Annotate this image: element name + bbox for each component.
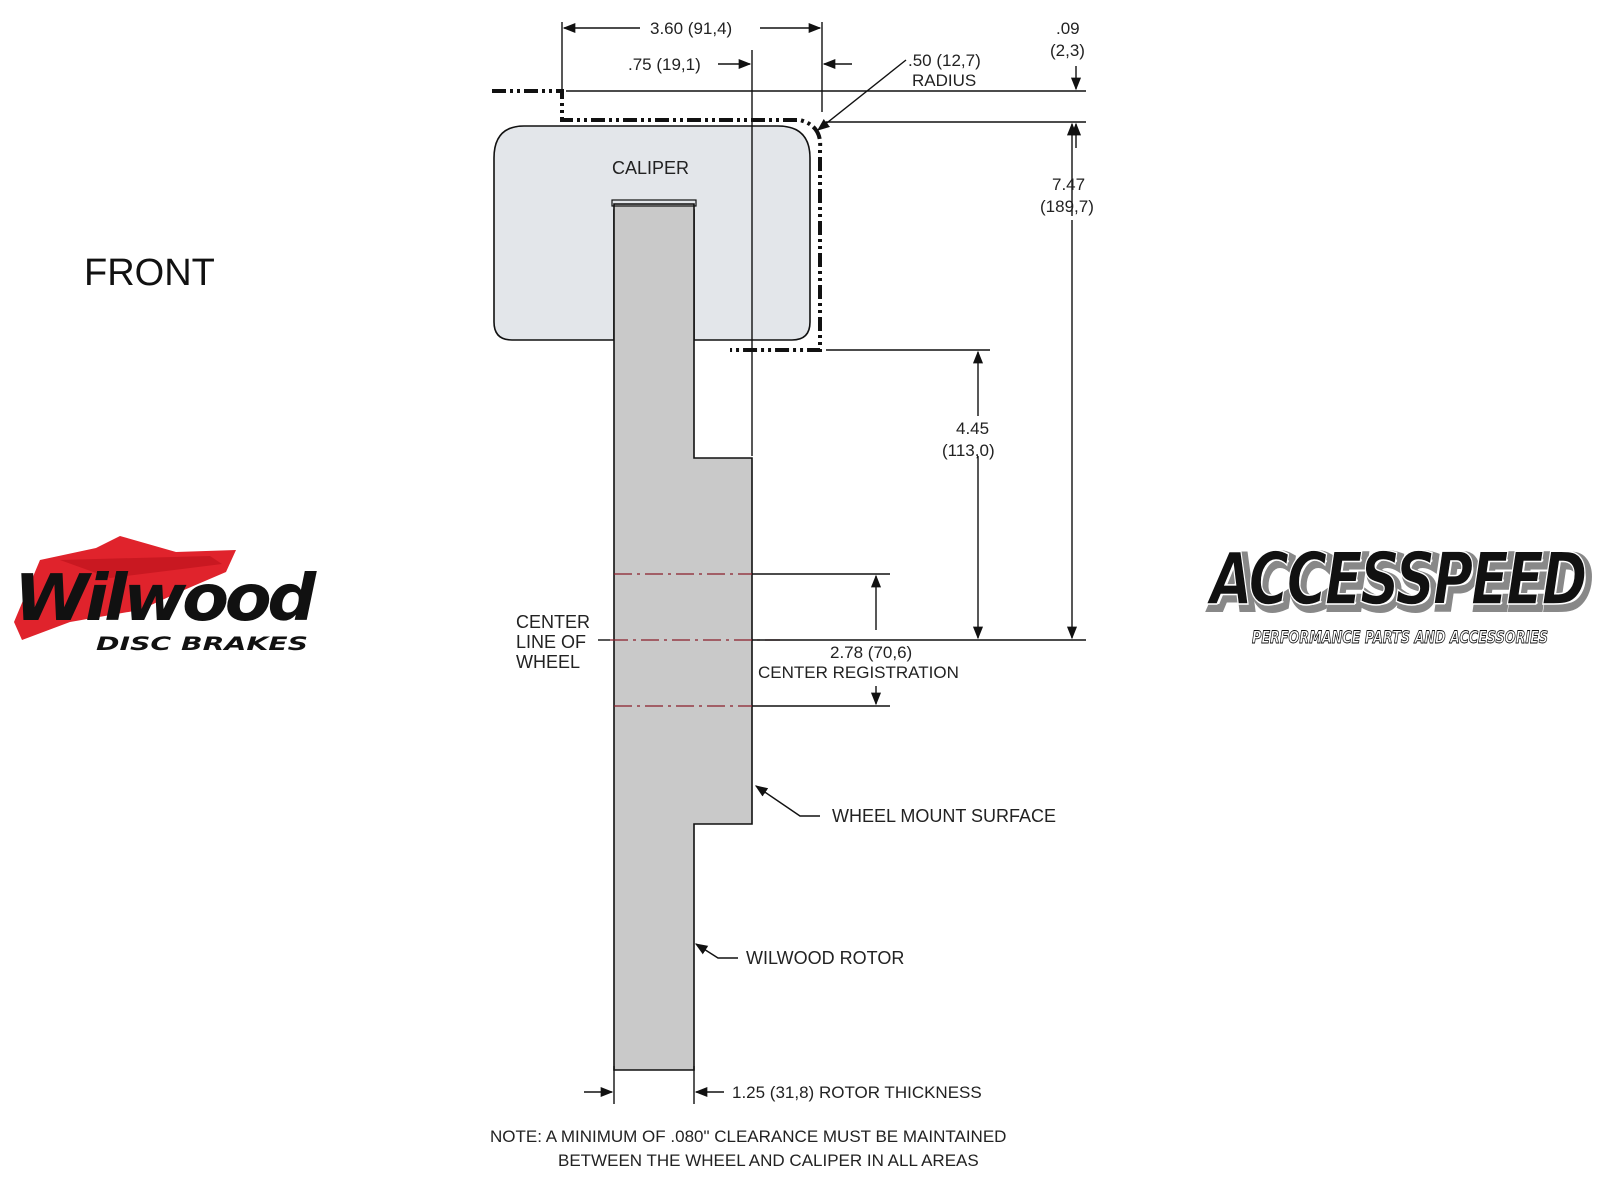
dimension-top-clearance-metric: (2,3) xyxy=(1050,41,1085,60)
dimension-rotor-thickness-label: 1.25 (31,8) ROTOR THICKNESS xyxy=(732,1083,982,1102)
wheel-mount-surface-callout xyxy=(756,786,1056,826)
wilwood-logo-subtitle: DISC BRAKES xyxy=(96,633,308,655)
dimension-height-to-caliper xyxy=(752,350,1086,640)
accesspeed-logo-wordmark: ACCESSPEED xyxy=(1206,537,1586,621)
dimension-overall-height-value: 7.47 xyxy=(1052,175,1086,194)
center-line-label-line-2: LINE OF xyxy=(516,632,587,652)
wheel-mount-surface-label: WHEEL MOUNT SURFACE xyxy=(832,806,1057,826)
wilwood-logo-wordmark: Wilwood xyxy=(14,562,318,636)
dimension-height-to-caliper-metric: (113,0) xyxy=(942,441,995,460)
accesspeed-logo xyxy=(1206,537,1589,648)
wilwood-logo xyxy=(14,536,318,655)
dimension-rotor-thickness xyxy=(584,1066,982,1104)
clearance-note-line-2: BETWEEN THE WHEEL AND CALIPER IN ALL AREAS xyxy=(558,1151,979,1170)
dimension-radius-label: RADIUS xyxy=(912,71,977,90)
center-line-label-line-1: CENTER xyxy=(516,612,591,632)
dimension-center-registration-label: CENTER REGISTRATION xyxy=(758,663,959,682)
wilwood-rotor-label: WILWOOD ROTOR xyxy=(746,948,905,968)
dimension-center-registration-value: 2.78 (70,6) xyxy=(830,643,913,662)
dimension-overall-width-label: 3.60 (91,4) xyxy=(650,19,733,38)
dimension-top-clearance-value: .09 xyxy=(1056,19,1080,38)
view-title: FRONT xyxy=(84,252,215,294)
dimension-overall-height-metric: (189,7) xyxy=(1040,197,1094,216)
caliper-label: CALIPER xyxy=(612,158,690,178)
accesspeed-logo-tagline: PERFORMANCE PARTS AND ACCESSORIES xyxy=(1252,628,1548,648)
dimension-radius-value: .50 (12,7) xyxy=(908,51,981,70)
accesspeed-logo-shadow: ACCESSPEED xyxy=(1210,541,1590,625)
center-line-label xyxy=(516,612,610,672)
wilwood-rotor-callout xyxy=(696,944,904,968)
dimension-height-to-caliper-value: 4.45 xyxy=(956,419,990,438)
clearance-note-line-1: NOTE: A MINIMUM OF .080" CLEARANCE MUST BE MAINTAINED xyxy=(490,1127,1007,1146)
dimension-offset-label: .75 (19,1) xyxy=(628,55,701,74)
center-line-label-line-3: WHEEL xyxy=(516,652,581,672)
dimension-overall-height xyxy=(1040,124,1094,638)
